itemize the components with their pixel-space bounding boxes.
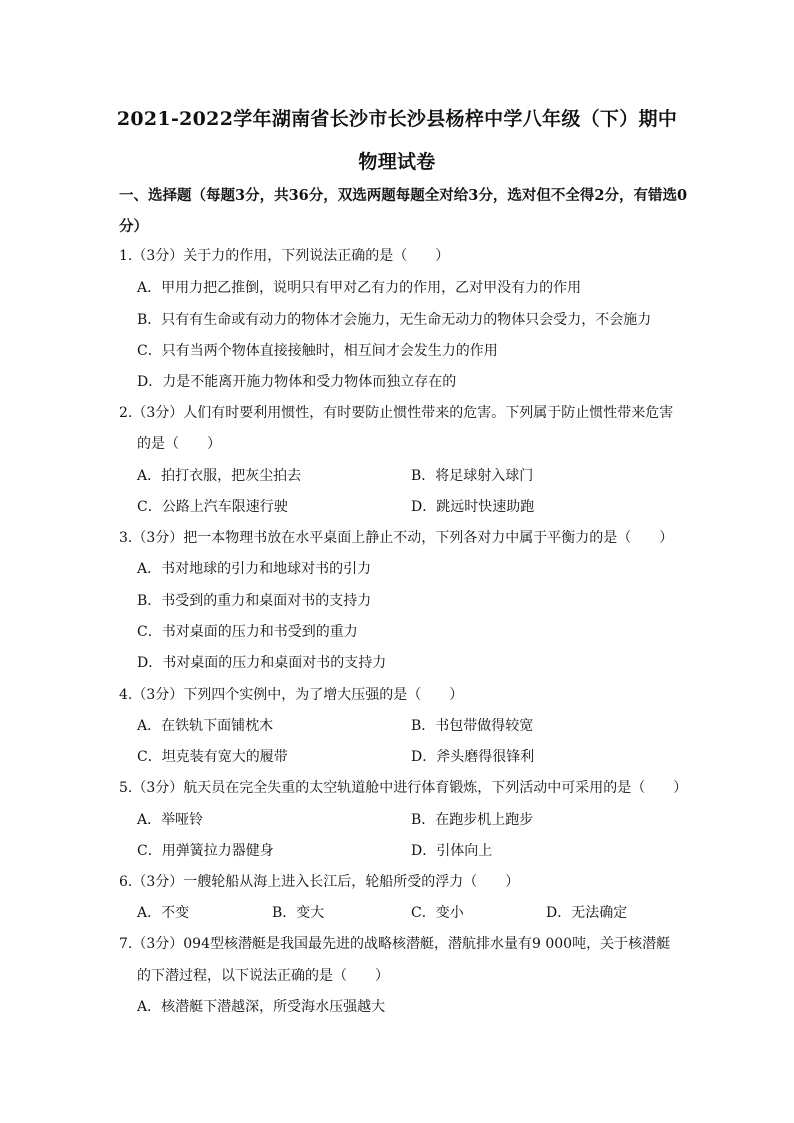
question-2-option-d: D．跳远时快速助跑 <box>411 499 535 515</box>
question-1-option-b: B．只有有生命或有动力的物体才会施力，无生命无动力的物体只会受力，不会施力 <box>137 312 652 328</box>
question-1-option-c: C．只有当两个物体直接接触时，相互间才会发生力的作用 <box>137 343 498 359</box>
section-heading: 一、选择题（每题3分，共36分，双选两题每题全对给3分，选对但不全得2分，有错选0分） <box>119 187 688 235</box>
question-4-stem: 4.（3分）下列四个实例中，为了增大压强的是（ ） <box>119 687 464 703</box>
question-7-stem-cont: 的下潜过程，以下说法正确的是（ ） <box>137 968 389 984</box>
question-4-option-c: C．坦克装有宽大的履带 <box>137 749 288 765</box>
question-5-option-c: C．用弹簧拉力器健身 <box>137 843 274 859</box>
question-5-stem: 5.（3分）航天员在完全失重的太空轨道舱中进行体育锻炼，下列活动中可采用的是（ ） <box>119 780 688 796</box>
question-6-option-c: C．变小 <box>411 905 464 921</box>
question-1-option-d: D．力是不能离开施力物体和受力物体而独立存在的 <box>137 374 457 390</box>
question-6-stem: 6.（3分）一艘轮船从海上进入长江后，轮船所受的浮力（ ） <box>119 874 520 890</box>
question-4-option-d: D．斧头磨得很锋利 <box>411 749 535 765</box>
question-2-stem: 2.（3分）人们有时要利用惯性，有时要防止惯性带来的危害。下列属于防止惯性带来危害 <box>119 405 674 421</box>
question-3-option-c: C．书对桌面的压力和书受到的重力 <box>137 624 358 640</box>
question-6-option-a: A．不变 <box>137 905 190 921</box>
question-2-stem-cont: 的是（ ） <box>137 436 221 452</box>
question-3-option-d: D．书对桌面的压力和桌面对书的支持力 <box>137 655 387 671</box>
question-4-option-b: B．书包带做得较宽 <box>411 718 534 734</box>
question-5-option-b: B．在跑步机上跑步 <box>411 812 534 828</box>
question-2-option-a: A．拍打衣服，把灰尘拍去 <box>137 468 302 484</box>
question-3-stem: 3.（3分）把一本物理书放在水平桌面上静止不动，下列各对力中属于平衡力的是（ ） <box>119 530 674 546</box>
question-6-option-d: D．无法确定 <box>546 905 628 921</box>
question-2-option-c: C．公路上汽车限速行驶 <box>137 499 288 515</box>
question-1-stem: 1.（3分）关于力的作用，下列说法正确的是（ ） <box>119 248 450 264</box>
page-title: 2021-2022学年湖南省长沙市长沙县杨梓中学八年级（下）期中 <box>116 108 678 130</box>
question-7-option-a: A．核潜艇下潜越深，所受海水压强越大 <box>137 999 386 1015</box>
question-1-option-a: A．甲用力把乙推倒，说明只有甲对乙有力的作用，乙对甲没有力的作用 <box>137 280 582 296</box>
question-6-option-b: B．变大 <box>272 905 325 921</box>
question-4-option-a: A．在铁轨下面铺枕木 <box>137 718 274 734</box>
question-5-option-d: D．引体向上 <box>411 843 493 859</box>
question-3-option-a: A．书对地球的引力和地球对书的引力 <box>137 561 372 577</box>
question-3-option-b: B．书受到的重力和桌面对书的支持力 <box>137 593 372 609</box>
page-subtitle: 物理试卷 <box>358 151 436 173</box>
question-5-option-a: A．举哑铃 <box>137 812 204 828</box>
question-7-stem: 7.（3分）094型核潜艇是我国最先进的战略核潜艇，潜航排水量有9 000吨，关于核潜艇 <box>119 936 671 952</box>
question-2-option-b: B．将足球射入球门 <box>411 468 534 484</box>
